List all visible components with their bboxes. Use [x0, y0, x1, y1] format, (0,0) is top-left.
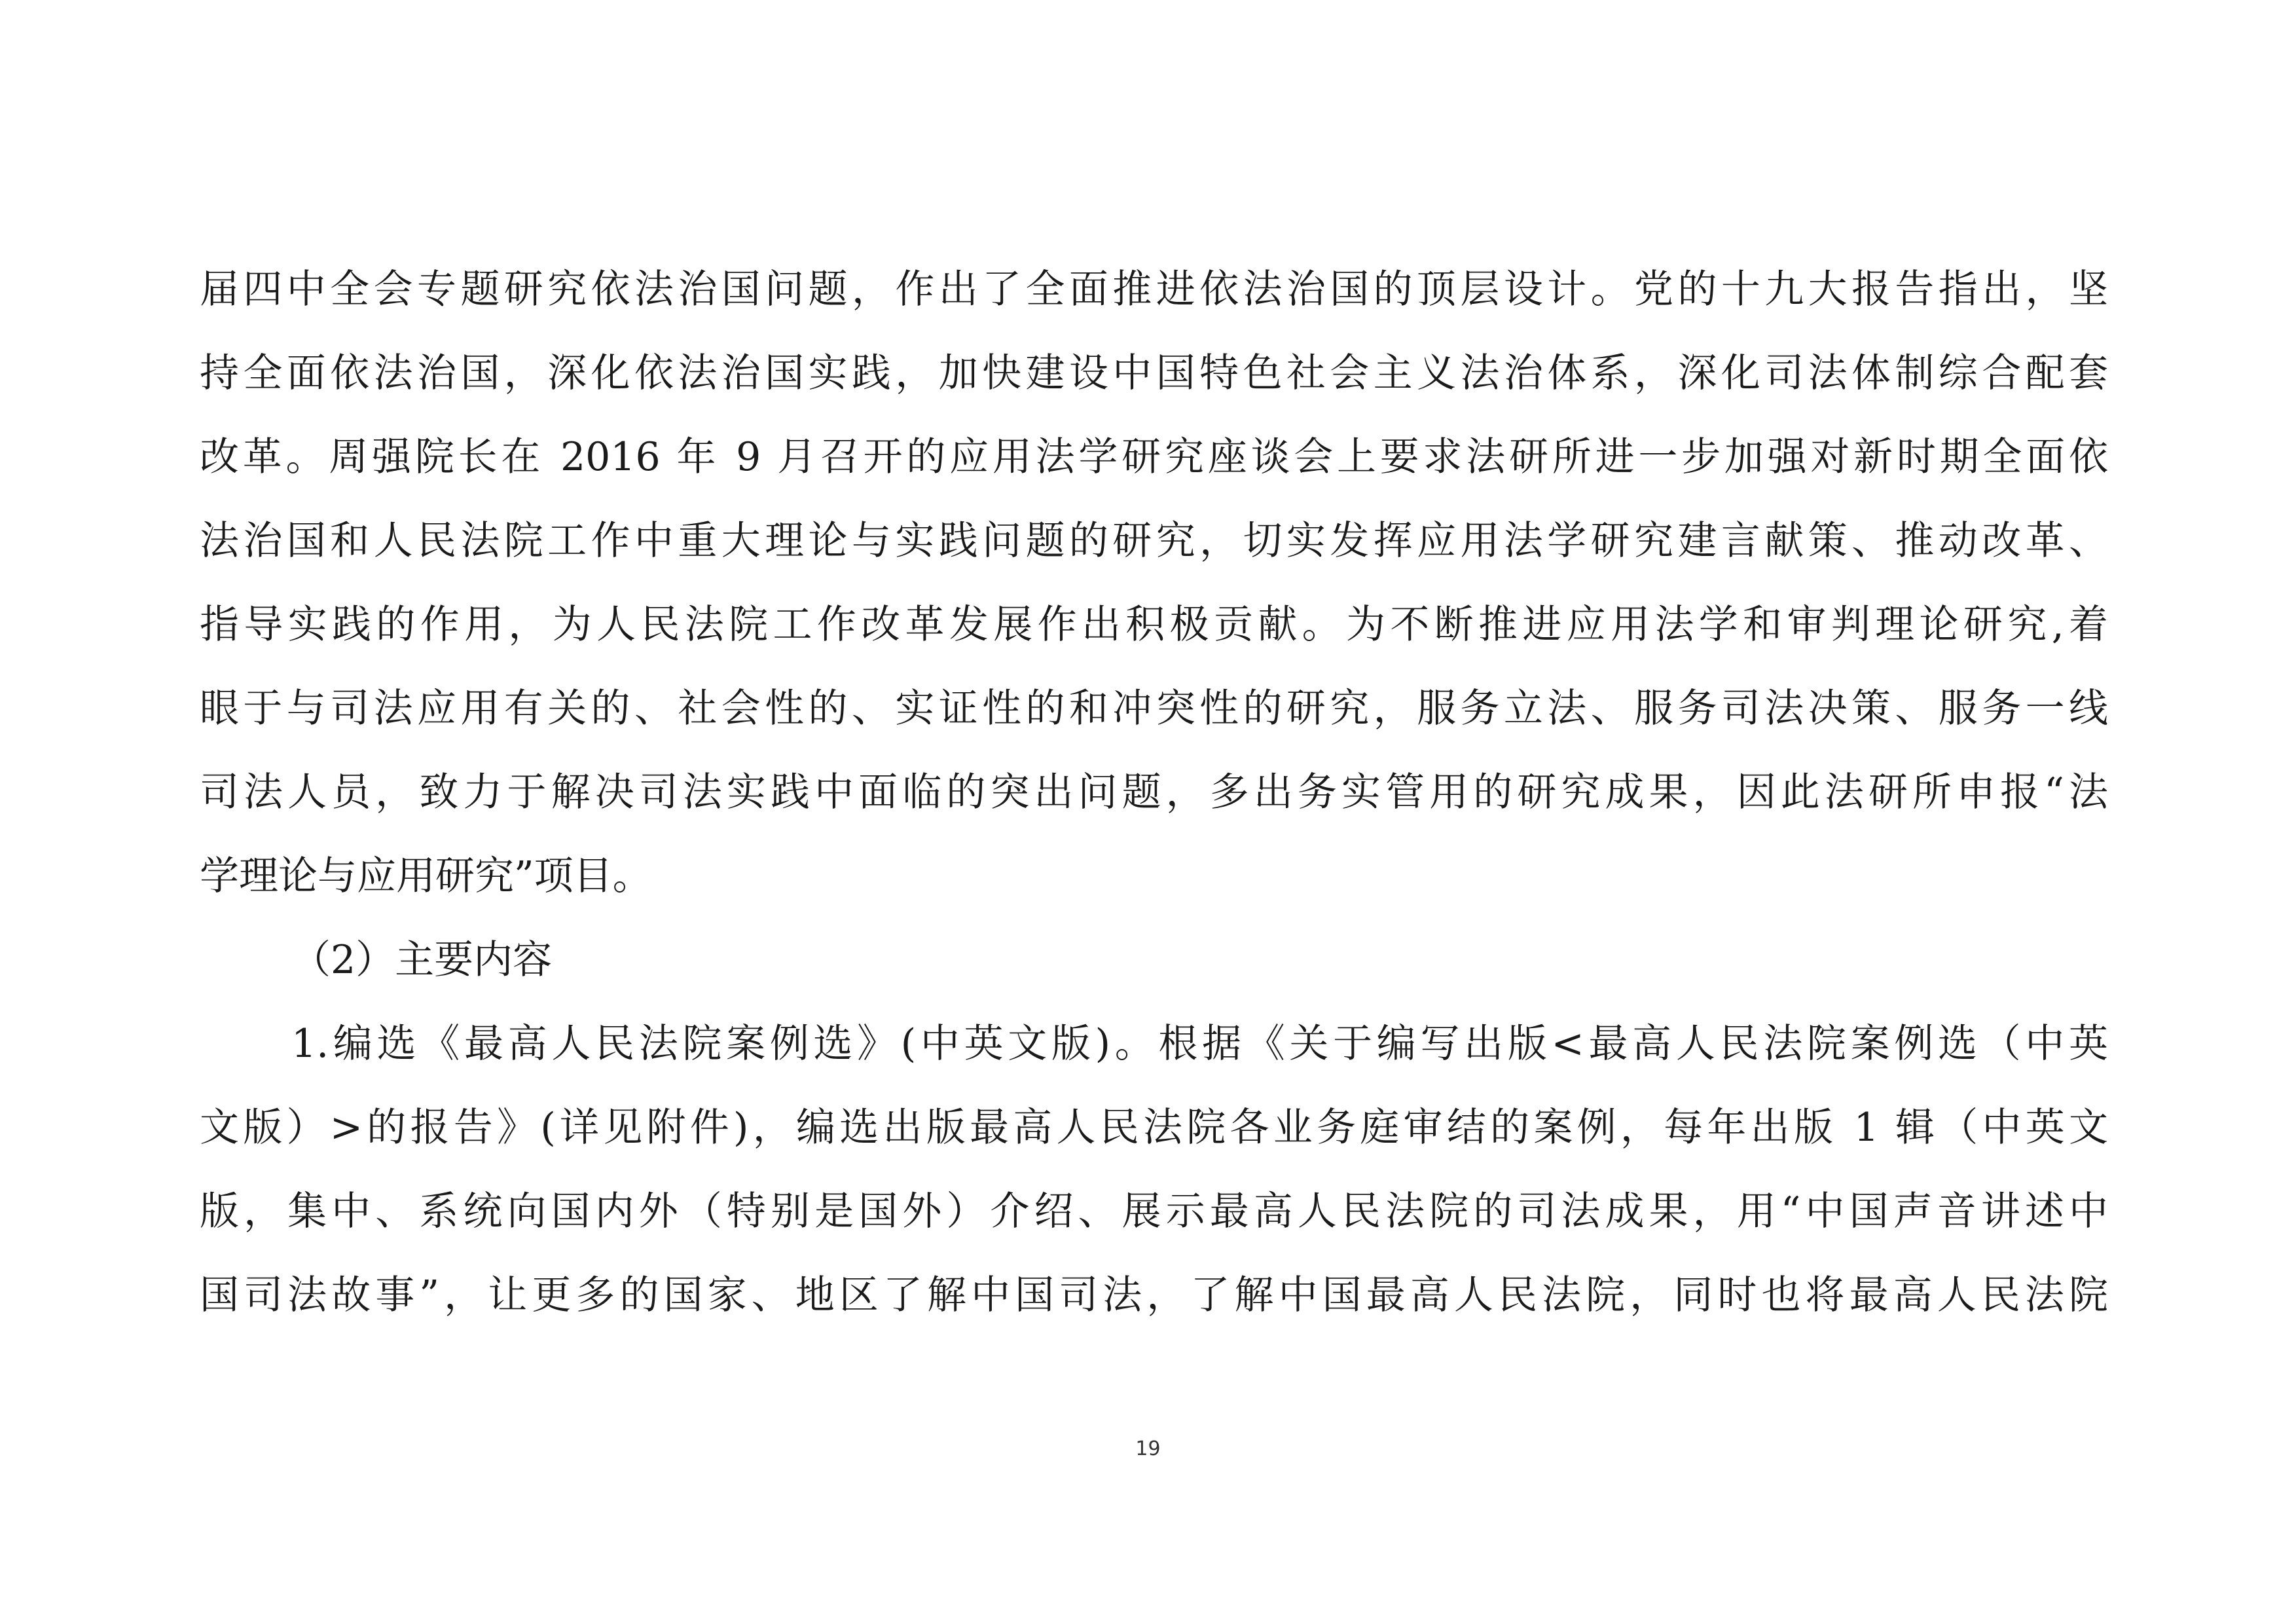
section-heading: （2）主要内容: [291, 937, 553, 983]
text-line: 持全面依法治国，深化依法治国实践，加快建设中国特色社会主义法治体系，深化司法体制综合配套: [200, 350, 2108, 396]
text-line: 国司法故事”，让更多的国家、地区了解中国司法，了解中国最高人民法院，同时也将最高人民法院: [200, 1272, 2108, 1318]
text-line: 司法人员，致力于解决司法实践中面临的突出问题，多出务实管用的研究成果，因此法研所申报“法: [200, 769, 2108, 815]
text-line: 法治国和人民法院工作中重大理论与实践问题的研究，切实发挥应用法学研究建言献策、推动改革、: [200, 518, 2108, 564]
text-line: 眼于与司法应用有关的、社会性的、实证性的和冲突性的研究，服务立法、服务司法决策、服务一线: [200, 686, 2108, 731]
paragraph-background: [200, 248, 2108, 918]
text-line: 改革。周强院长在 2016 年 9 月召开的应用法学研究座谈会上要求法研所进一步加强对新时期全面依: [200, 434, 2108, 480]
text-line: 指导实践的作用，为人民法院工作改革发展作出积极贡献。为不断推进应用法学和审判理论研究,着: [200, 602, 2108, 648]
text-line: 学理论与应用研究”项目。: [200, 853, 652, 899]
paragraph-main-content: [200, 1002, 2108, 1337]
text-line: 届四中全会专题研究依法治国问题，作出了全面推进依法治国的顶层设计。党的十九大报告指出，坚: [200, 267, 2108, 312]
text-line: 1.编选《最高人民法院案例选》(中英文版)。根据《关于编写出版<最高人民法院案例选（中英: [291, 1021, 2108, 1067]
document-body: [200, 248, 2108, 1337]
text-line: 版，集中、系统向国内外（特别是国外）介绍、展示最高人民法院的司法成果，用“中国声音讲述中: [200, 1189, 2108, 1234]
page-number: 19: [1135, 1437, 1161, 1460]
text-line: 文版）>的报告》(详见附件)，编选出版最高人民法院各业务庭审结的案例，每年出版 1 辑（中英文: [200, 1105, 2108, 1151]
